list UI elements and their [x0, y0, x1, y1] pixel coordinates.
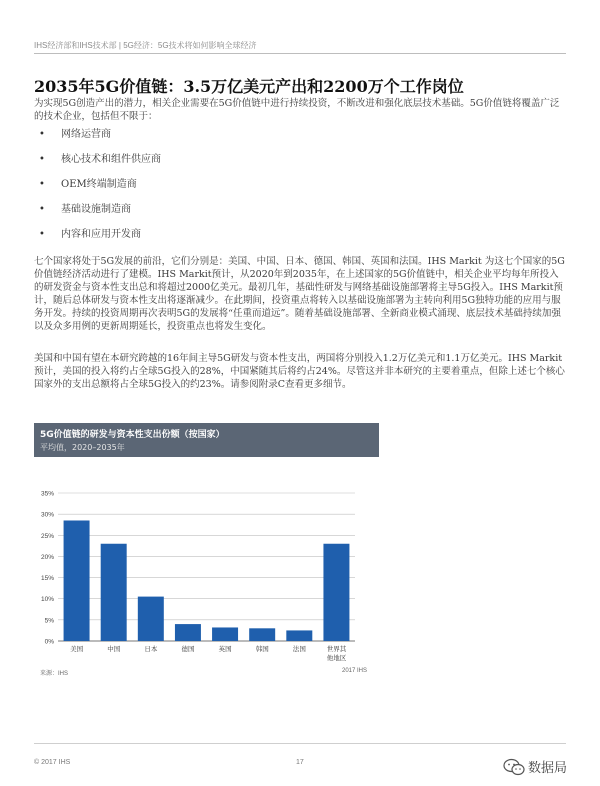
list-item-text: 网络运营商	[61, 129, 111, 140]
bullet-icon: •	[39, 229, 45, 240]
list-item-text: 基础设施制造商	[61, 204, 131, 215]
paragraph-us-china: 美国和中国有望在本研究跨越的16年间主导5G研发与资本性支出，两国将分别投入1.2万亿美元和1.1万亿美元。IHS Markit预计，美国的投入将约占全球5G投入的28%，中国紧随其后将约占24%。尽管这并非本研究的主要着重点，但除上述七个核心国家外的支出总额将占全球5G投入的约23%。请参阅附录C查看更多细节。	[34, 353, 565, 390]
x-tick-label: 法国	[292, 645, 306, 653]
bar	[101, 544, 127, 641]
list-item-text: OEM终端制造商	[61, 179, 137, 190]
x-tick-label: 日本	[144, 645, 158, 653]
list-item-text: 核心技术和组件供应商	[61, 154, 161, 165]
x-tick-label: 世界其	[326, 645, 347, 653]
running-header: IHS经济部和IHS技术部 | 5G经济：5G技术将如何影响全球经济	[34, 41, 257, 50]
bullet-icon: •	[39, 179, 45, 190]
bar	[212, 627, 238, 641]
chart-title: 5G价值链的研发与资本性支出份额（按国家）	[40, 430, 225, 440]
y-tick-label: 15%	[40, 575, 54, 583]
bullet-icon: •	[39, 204, 45, 215]
bar	[138, 597, 164, 641]
wechat-icon	[503, 758, 525, 776]
bullet-icon: •	[39, 154, 45, 165]
bar	[249, 628, 275, 641]
footer-copyright: © 2017 IHS	[34, 759, 71, 766]
y-tick-label: 10%	[40, 596, 54, 604]
intro-paragraph: 为实现5G创造产出的潜力，相关企业需要在5G价值链中进行持续投资，不断改进和强化底层技术基础。5G价值链将覆盖广泛的技术企业，包括但不限于：	[34, 98, 560, 122]
section-title: 2035年5G价值链：3.5万亿美元产出和2200万个工作岗位	[34, 77, 464, 96]
bullet-icon: •	[39, 129, 45, 140]
paragraph-countries: 七个国家将处于5G发展的前沿，它们分别是：美国、中国、日本、德国、韩国、英国和法国。IHS Markit 为这七个国家的5G价值链经济活动进行了建模。IHS Markit预计，从2020年到2035年，在上述国家的5G价值链中，相关企业平均每年所投入的研发资金与资本性支出总和将超过2000亿美元。最初几年，基础性研发与网络基础设施部署将主导5G投入。IHS Markit预计，随后总体研发与资本性支出将逐渐减少。在此期间，投资重点将转入以基础设施部署为主转向利用5G独特功能的应用与服务开发。持续的投资周期再次表明5G的发展将“任重而道远”。随着基础设施部署、全新商业模式涌现、底层技术基础持续加强以及众多用例的更新周期延长，投资重点也将发生变化。	[34, 256, 565, 332]
x-tick-label: 英国	[218, 645, 232, 653]
y-tick-label: 25%	[40, 532, 54, 540]
y-tick-label: 35%	[40, 490, 54, 498]
x-tick-label: 中国	[107, 645, 121, 653]
x-tick-label: 德国	[181, 645, 195, 653]
x-tick-label: 他地区	[326, 654, 347, 662]
chart-credit: 2017 IHS	[342, 668, 368, 674]
x-tick-label: 韩国	[255, 645, 269, 653]
x-tick-label: 美国	[70, 645, 84, 653]
footer-divider	[34, 743, 566, 744]
list-item-text: 内容和应用开发商	[61, 229, 141, 240]
watermark-text: 数据局	[528, 761, 568, 776]
y-tick-label: 20%	[40, 553, 54, 561]
watermark	[503, 757, 567, 776]
y-tick-label: 0%	[44, 638, 54, 646]
y-tick-label: 30%	[40, 511, 54, 519]
chart-subtitle: 平均值，2020–2035年	[40, 443, 125, 452]
bar	[175, 624, 201, 641]
bar	[323, 544, 349, 641]
chart-source: 来源：IHS	[40, 671, 69, 677]
bar	[64, 520, 90, 641]
bar	[286, 630, 312, 641]
y-tick-label: 5%	[44, 617, 54, 625]
page-number: 17	[296, 759, 304, 766]
